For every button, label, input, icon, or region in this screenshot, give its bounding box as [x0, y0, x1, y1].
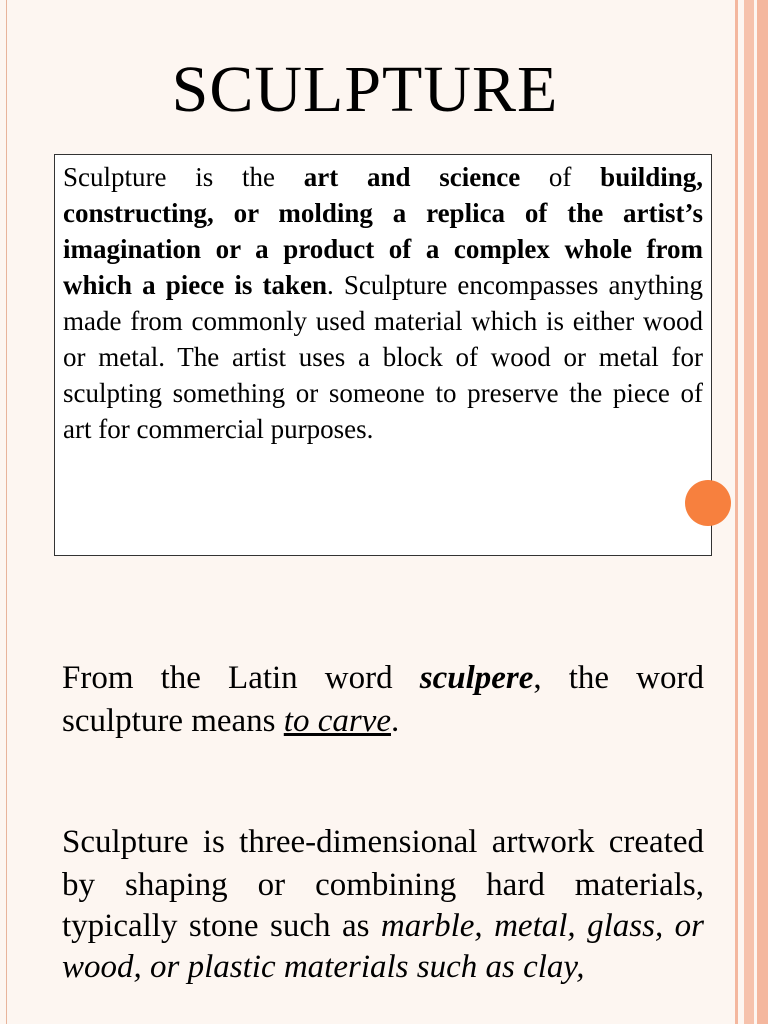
left-border-line [6, 0, 7, 1024]
point1-text-2: , the word sculpture means [62, 660, 704, 739]
definition-text-1: Sculpture is the [63, 162, 304, 192]
meaning-to-carve: to carve [283, 703, 391, 739]
definition-bold-2: building, constructing, or molding a replica of the artist’s imagination or a product of a complex whole from which a piece is taken [63, 162, 703, 300]
point1-text-1: From the Latin word [62, 660, 420, 696]
point1-text-3: . [390, 703, 400, 739]
right-decorative-stripes [732, 0, 768, 1024]
definition-text-3: . Sculpture encompasses anything made from commonly used material which is either wood or metal. The artist uses a block of wood or metal for sculpting something or someone to preserve the piece of art for commercial purposes. [63, 270, 703, 444]
definition-bold-1: art and science [303, 162, 521, 192]
latin-word: sculpere [419, 660, 534, 696]
bullet-point-latin-origin [62, 658, 704, 742]
bullet-point-three-dimensional [62, 822, 704, 988]
materials-list: marble, metal, glass, or wood, or plastic materials such as clay, [62, 908, 705, 985]
definition-box [54, 154, 712, 556]
slide-title: SCULPTURE [171, 53, 559, 126]
definition-text-2: of [520, 162, 601, 192]
orange-circle-decoration [685, 480, 731, 526]
point2-text-1: Sculpture is three-dimensional artwork created by shaping or combining hard materials, typically stone such as [62, 824, 704, 944]
